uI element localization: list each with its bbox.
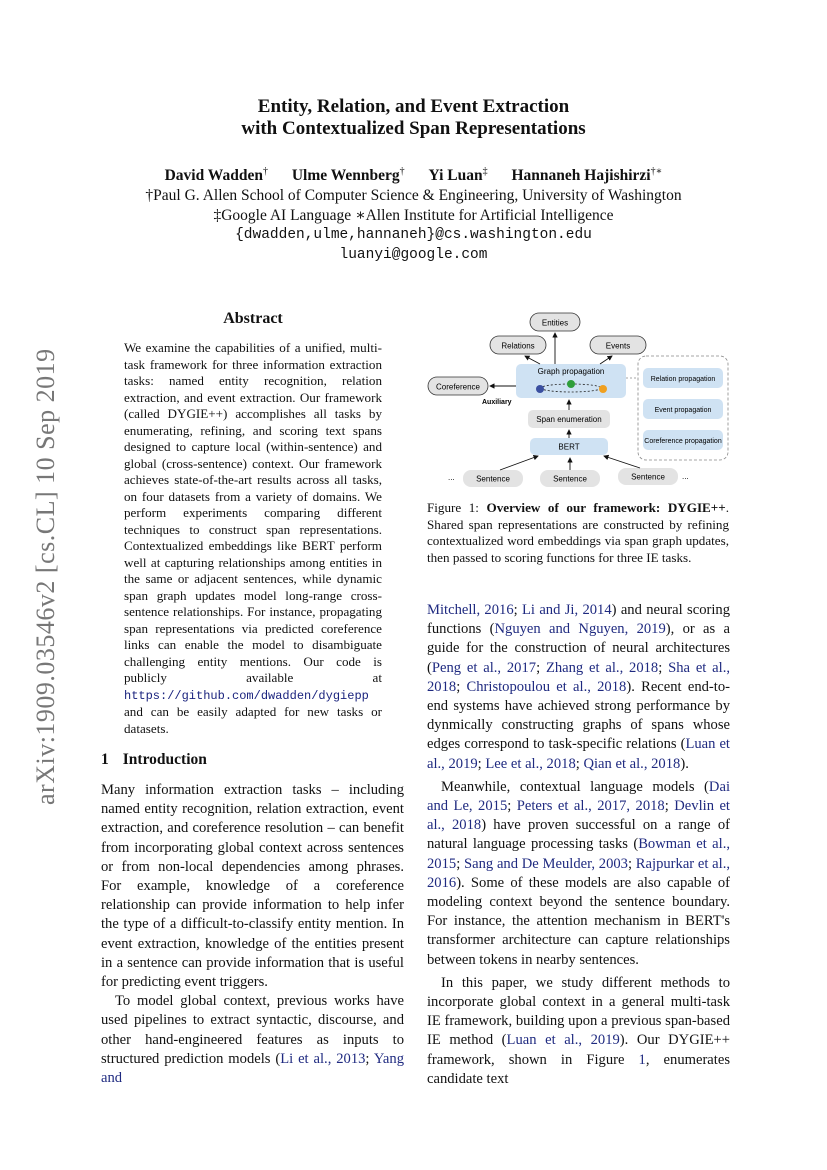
svg-text:Sentence: Sentence	[631, 472, 665, 482]
author: David Wadden†	[164, 166, 268, 185]
author: Yi Luan‡	[428, 166, 488, 185]
citation[interactable]: Yang and	[101, 1050, 404, 1087]
right-paragraph-3: In this paper, we study different methods to incorporate global context in a general multi-task IE framework, building upon a previous span-based IE method (Luan et al., 2019). Our DYGIE++ framework, shown in Figure 1, enumerates candidate text	[427, 974, 730, 1087]
email-2: luanyi@google.com	[339, 247, 488, 263]
citation[interactable]: Li et al., 2013	[280, 1050, 366, 1067]
figure-caption: Figure 1: Overview of our framework: DYGIE++. Shared span representations are constructed by refining contextualized word embeddings via span graph updates, then passed to scoring functions for three IE tasks.	[427, 500, 729, 565]
arxiv-stamp: arXiv:1909.03546v2 [cs.CL] 10 Sep 2019	[31, 348, 60, 805]
affiliation-2: ‡Google AI Language ∗Allen Institute for Artificial Intelligence	[213, 207, 614, 224]
left-column-text	[101, 781, 404, 1088]
author: Ulme Wennberg†	[291, 166, 405, 185]
coreference-label: Coreference	[435, 382, 481, 392]
author: Hannaneh Hajishirzi†∗	[511, 166, 663, 185]
email-1: {dwadden,ulme,hannaneh}@cs.washington.edu	[235, 227, 592, 243]
events-label: Events	[605, 341, 631, 351]
framework-figure	[420, 310, 740, 495]
abstract-body: We examine the capabilities of a unified, multi-task framework for three information extraction tasks: named entity recognition, relation extraction, and event extraction. Our framework (called DYGIE++) accomplishes all tasks by enumerating, refining, and scoring text spans designed to capture local (within-sentence) and global (cross-sentence) context. Our framework achieves state-of-the-art results across all tasks, on four datasets from a variety of domains. We perform experiments comparing different techniques to construct span representations. Contextualized embeddings like BERT perform well at capturing relationships among entities in the same or adjacent sentences, while dynamic span graph updates model long-range cross-sentence relationships. For instance, propagating span representations via predicted coreference links can enable the model to disambiguate challenging entity mentions. Our code is publicly available at https://github.com/dwadden/dygiepp and can be easily adapted for new tasks or datasets.	[124, 340, 382, 736]
relations-label: Relations	[501, 341, 535, 351]
abstract-heading: Abstract	[223, 310, 283, 327]
title-line-1: Entity, Relation, and Event Extraction	[257, 96, 570, 117]
auxiliary-label: Auxiliary	[482, 399, 512, 406]
entities-label: Entities	[541, 318, 569, 328]
svg-text:Relation propagation: Relation propagation	[650, 376, 716, 383]
span-enumeration-label: Span enumeration	[536, 415, 602, 424]
node-dot	[567, 380, 575, 388]
title-line-2: with Contextualized Span Representations	[241, 118, 586, 139]
right-paragraph-2: Meanwhile, contextual language models (Dai and Le, 2015; Peters et al., 2017, 2018; Devlin et al., 2018) have proven successful on a range of natural language processing tasks (Bowman et al., 2015; Sang and De Meulder, 2003; Rajpurkar et al., 2016). Some of these models are also capable of modeling context beyond the sentence boundary. For instance, the attention mechanism in BERT's transformer architecture can capture relationships between tokens in nearby sentences.	[427, 778, 731, 968]
code-link[interactable]: https://github.com/dwadden/dygiepp	[124, 688, 369, 703]
node-dot	[599, 385, 607, 393]
right-column-text	[427, 601, 730, 1089]
svg-text:...: ...	[448, 473, 455, 482]
author-list	[0, 166, 827, 185]
affiliation-1: †Paul G. Allen School of Computer Science & Engineering, University of Washington	[145, 187, 682, 204]
node-dot	[536, 385, 544, 393]
svg-text:Coreference propagation: Coreference propagation	[644, 438, 722, 445]
right-paragraph-1: Mitchell, 2016; Li and Ji, 2014) and neural scoring functions (Nguyen and Nguyen, 2019), or as a guide for the construction of neural architectures (Peng et al., 2017; Zhang et al., 2018; Sha et al., 2018; Christopoulou et al., 2018). Recent end-to-end systems have achieved strong performance by dynmically constructing graphs of spans whose edges correspond to task-specific relations (Luan et al., 2019; Lee et al., 2018; Qian et al., 2018).	[427, 602, 731, 772]
graph-propagation-label: Graph propagation	[537, 367, 605, 376]
section-heading: 1 Introduction	[101, 751, 207, 768]
intro-paragraph-2: To model global context, previous works have used pipelines to extract syntactic, discourse, and other hand-engineered features as inputs to structured prediction models (Li et al., 2013; Yang and	[101, 993, 404, 1087]
intro-paragraph-1: Many information extraction tasks – including named entity recognition, relation extraction, event extraction, and coreference resolution – can benefit from incorporating global context across sentences or from non-local dependencies among phrases. For example, knowledge of a coreference relationship can provide information to help infer the type of a difficult-to-classify entity mention. In event extraction, knowledge of the entities present in a sentence can provide information that is useful for predicting event triggers.	[101, 782, 404, 991]
bert-label: BERT	[558, 442, 580, 452]
svg-text:...: ...	[682, 472, 689, 481]
svg-text:Sentence: Sentence	[476, 474, 510, 484]
svg-text:Event propagation: Event propagation	[654, 407, 712, 414]
svg-text:Sentence: Sentence	[553, 474, 587, 484]
paper-title	[0, 96, 827, 140]
